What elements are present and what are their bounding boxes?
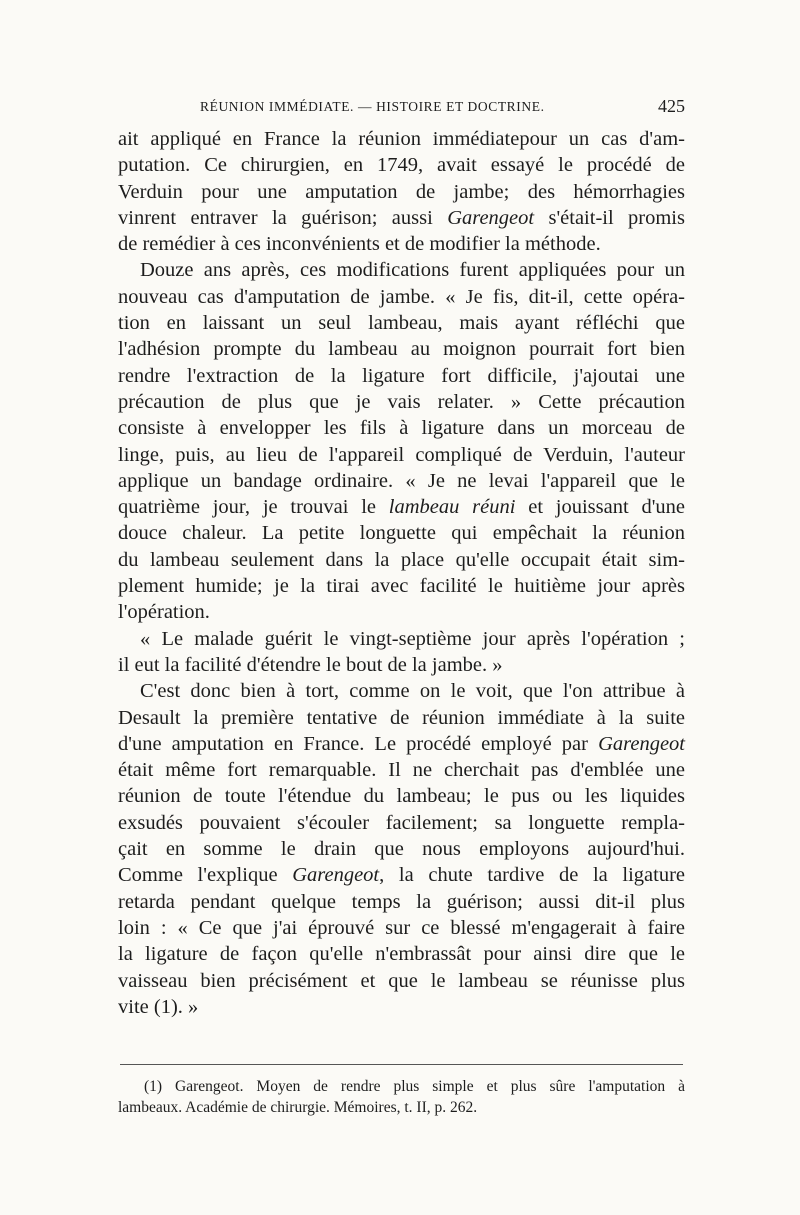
text-line: retarda pendant quelque temps la guérison; aussi dit-il plus xyxy=(118,890,685,913)
body-text xyxy=(118,126,685,1020)
text-line: C'est donc bien à tort, comme on le voit, que l'on attribue à xyxy=(140,680,685,703)
text-line: d'une amputation en France. Le procédé employé par Garengeot xyxy=(118,732,685,755)
text-line: quatrième jour, je trouvai le lambeau réuni et jouissant d'une xyxy=(118,496,685,519)
text-line: précaution de plus que je vais relater. » Cette précaution xyxy=(118,390,685,413)
footnote-line: lambeaux. Académie de chirurgie. Mémoires, t. II, p. 262. xyxy=(118,1099,478,1116)
text-line: çait en somme le drain que nous employons aujourd'hui. xyxy=(118,838,685,861)
page-number: 425 xyxy=(658,96,685,116)
text-line: putation. Ce chirurgien, en 1749, avait essayé le procédé de xyxy=(118,154,685,177)
text-line: il eut la facilité d'étendre le bout de la jambe. » xyxy=(118,653,503,676)
text-line: Comme l'explique Garengeot, la chute tardive de la ligature xyxy=(118,864,685,887)
text-line: tion en laissant un seul lambeau, mais ayant réfléchi que xyxy=(118,312,685,335)
text-line: consiste à envelopper les fils à ligature dans un morceau de xyxy=(118,417,685,440)
text-line: Douze ans après, ces modifications furent appliquées pour un xyxy=(140,259,685,282)
footnote-line: (1) Garengeot. Moyen de rendre plus simple et plus sûre l'amputation à xyxy=(144,1078,685,1095)
text-line: l'adhésion prompte du lambeau au moignon pourrait fort bien xyxy=(118,338,685,361)
text-line: rendre l'extraction de la ligature fort difficile, j'ajoutai une xyxy=(118,364,685,387)
text-line: vinrent entraver la guérison; aussi Garengeot s'était-il promis xyxy=(118,206,685,229)
text-line: linge, puis, au lieu de l'appareil compliqué de Verduin, l'auteur xyxy=(118,443,685,466)
text-line: vaisseau bien précisément et que le lambeau se réunisse plus xyxy=(118,969,685,992)
text-line: nouveau cas d'amputation de jambe. « Je fis, dit-il, cette opéra- xyxy=(118,285,685,308)
text-line: Verduin pour une amputation de jambe; des hémorrhagies xyxy=(118,180,685,203)
text-line: du lambeau seulement dans la place qu'elle occupait était sim- xyxy=(118,548,685,571)
footnote xyxy=(118,1076,685,1118)
text-line: Desault la première tentative de réunion immédiate à la suite xyxy=(118,706,685,729)
text-line: vite (1). » xyxy=(118,995,199,1018)
text-line: plement humide; je la tirai avec facilité le huitième jour après xyxy=(118,575,685,598)
text-line: de remédier à ces inconvénients et de modifier la méthode. xyxy=(118,233,601,256)
text-line: « Le malade guérit le vingt-septième jour après l'opération ; xyxy=(140,627,685,650)
text-line: loin : « Ce que j'ai éprouvé sur ce blessé m'engagerait à faire xyxy=(118,916,685,939)
footnote-rule xyxy=(120,1064,683,1065)
text-line: douce chaleur. La petite longuette qui empêchait la réunion xyxy=(118,522,685,545)
text-line: était même fort remarquable. Il ne cherchait pas d'emblée une xyxy=(118,759,685,782)
text-line: réunion de toute l'étendue du lambeau; le pus ou les liquides xyxy=(118,785,685,808)
running-title: RÉUNION IMMÉDIATE. — HISTOIRE ET DOCTRINE. xyxy=(200,99,545,114)
text-line: la ligature de façon qu'elle n'embrassât pour ainsi dire que le xyxy=(118,943,685,966)
text-line: exsudés pouvaient s'écouler facilement; sa longuette rempla- xyxy=(118,811,685,834)
text-line: ait appliqué en France la réunion immédiatepour un cas d'am- xyxy=(118,128,685,150)
text-line: l'opération. xyxy=(118,601,210,624)
text-line: applique un bandage ordinaire. « Je ne levai l'appareil que le xyxy=(118,469,685,492)
